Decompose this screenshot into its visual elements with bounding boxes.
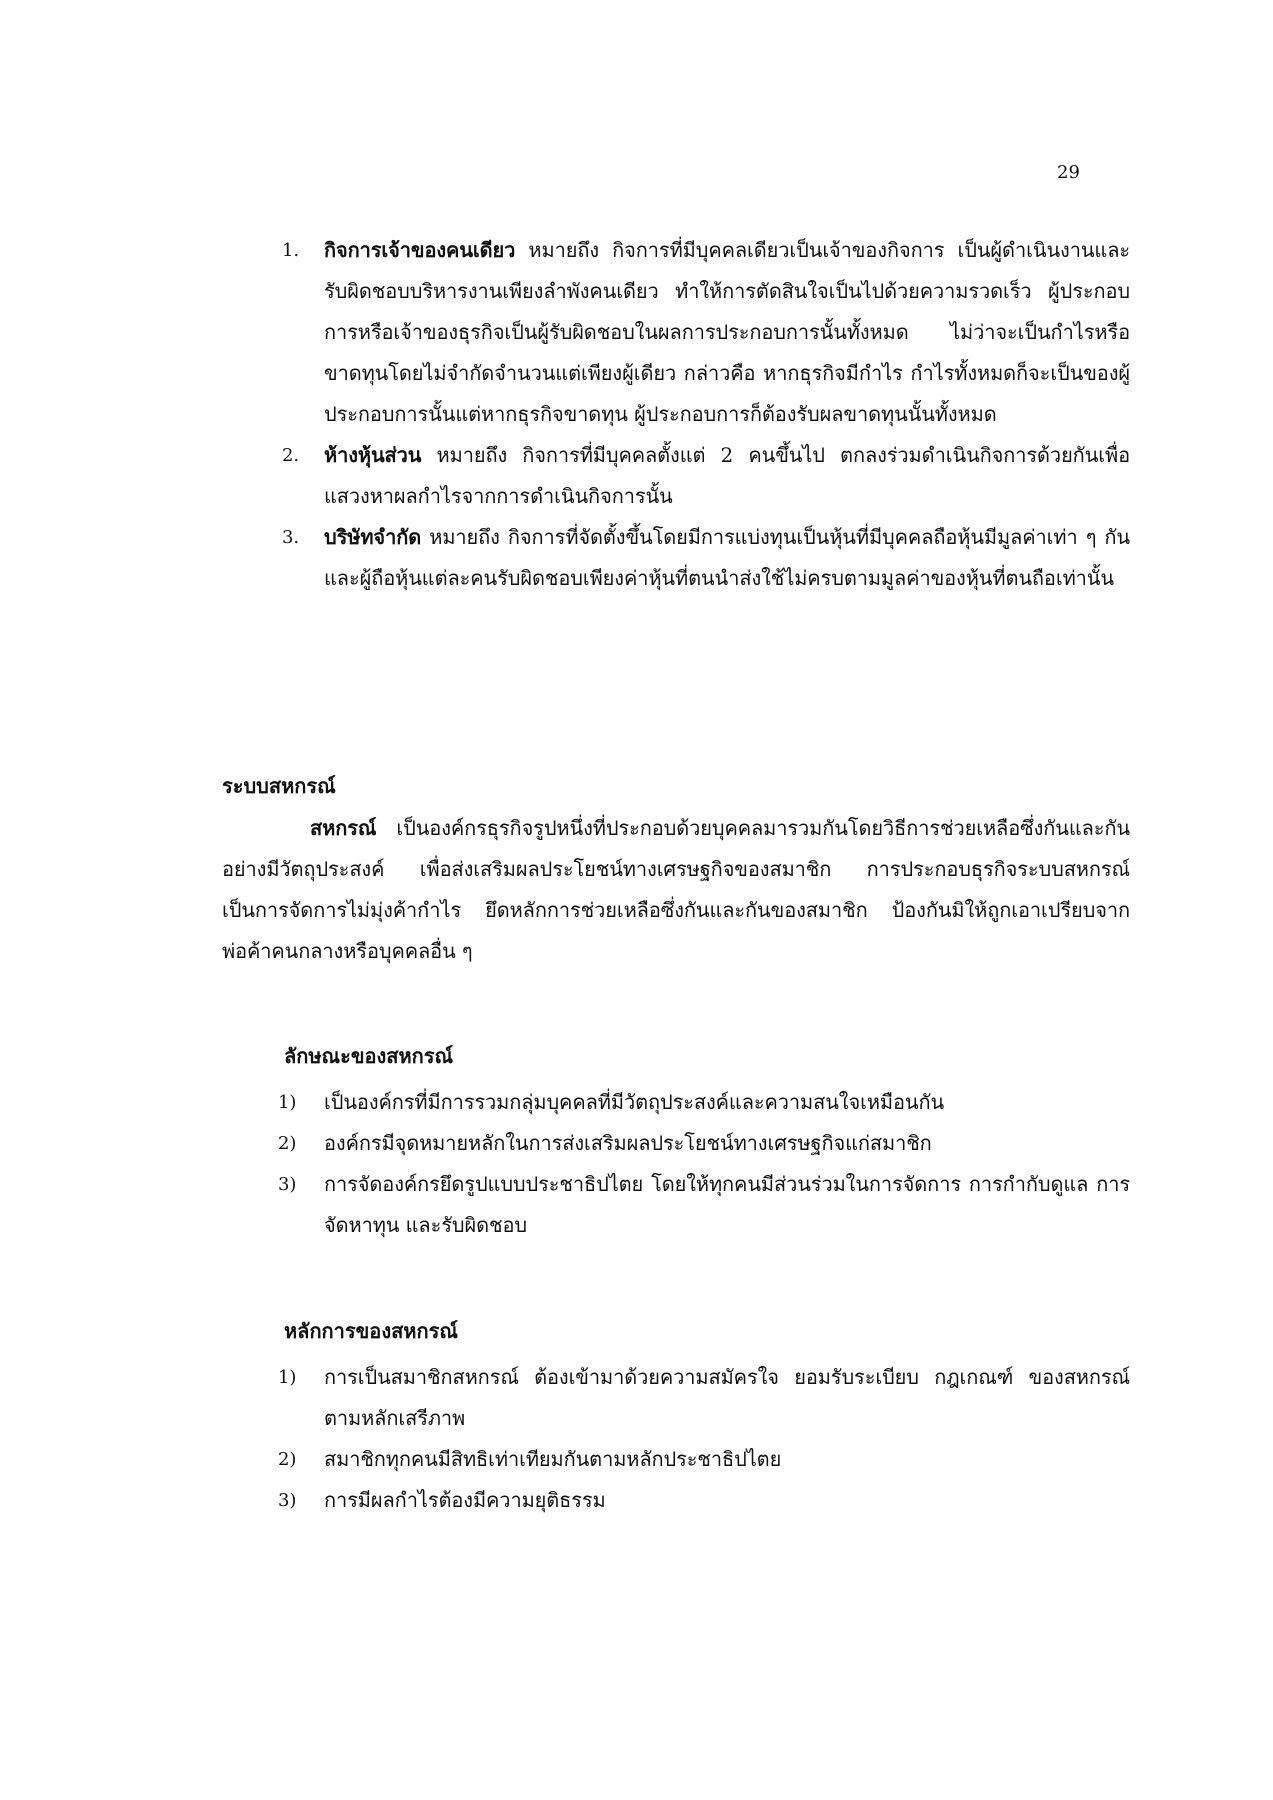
list-item <box>278 1082 1130 1123</box>
page-number: 29 <box>1057 162 1080 183</box>
item-number: 3. <box>282 527 299 548</box>
item-text: หมายถึง กิจการที่จัดตั้งขึ้นโดยมีการแบ่งทุนเป็นหุ้นที่มีบุคคลถือหุ้นมีมูลค่าเท่า ๆ กัน และผู้ถือหุ้นแต่ละคนรับผิดชอบเพียงค่าหุ้นที่ตนนำส่งใช้ไม่ครบตามมูลค่าของหุ้นที่ตนถือเท่านั้น <box>324 525 1130 590</box>
paragraph-term: สหกรณ์ <box>310 816 377 840</box>
item-text: องค์กรมีจุดหมายหลักในการส่งเสริมผลประโยชน์ทางเศรษฐกิจแก่สมาชิก <box>324 1131 932 1155</box>
item-number: 1. <box>282 240 299 261</box>
list-item <box>278 1123 1130 1164</box>
item-text: หมายถึง กิจการที่มีบุคคลเดียวเป็นเจ้าของกิจการ เป็นผู้ดำเนินงานและรับผิดชอบบริหารงานเพียงลำพังคนเดียว ทำให้การตัดสินใจเป็นไปด้วยความรวดเร็ว ผู้ประกอบการหรือเจ้าของธุรกิจเป็นผู้รับผิดชอบในผลการประกอบการนั้นทั้งหมด ไม่ว่าจะเป็นกำไรหรือขาดทุนโดยไม่จำกัดจำนวนแต่เพียงผู้เดียว กล่าวคือ หากธุรกิจมีกำไร กำไรทั้งหมดก็จะเป็นของผู้ประกอบการนั้นแต่หากธุรกิจขาดทุน ผู้ประกอบการก็ต้องรับผลขาดทุนนั้นทั้งหมด <box>324 238 1130 426</box>
item-text: สมาชิกทุกคนมีสิทธิเท่าเทียมกันตามหลักประชาธิปไตย <box>324 1447 782 1471</box>
item-term: ห้างหุ้นส่วน <box>324 443 422 467</box>
item-text: การจัดองค์กรยึดรูปแบบประชาธิปไตย โดยให้ทุกคนมีส่วนร่วมในการจัดการ การกำกับดูแล การจัดหาทุน และรับผิดชอบ <box>324 1172 1130 1237</box>
section-heading-cooperative: ระบบสหกรณ์ <box>222 774 336 798</box>
item-number: 1) <box>278 1367 297 1388</box>
list-item <box>282 517 1130 599</box>
item-term: กิจการเจ้าของคนเดียว <box>324 238 516 262</box>
item-number: 2) <box>278 1449 297 1470</box>
list-item <box>282 435 1130 517</box>
characteristics-list <box>278 1082 1130 1246</box>
list-item <box>278 1439 1130 1480</box>
item-text: การเป็นสมาชิกสหกรณ์ ต้องเข้ามาด้วยความสมัครใจ ยอมรับระเบียบ กฎเกณฑ์ ของสหกรณ์ตามหลักเสรีภาพ <box>324 1365 1130 1430</box>
business-types-list <box>282 230 1130 599</box>
item-number: 1) <box>278 1092 297 1113</box>
item-number: 3) <box>278 1490 297 1511</box>
list-item <box>278 1480 1130 1521</box>
list-item <box>278 1164 1130 1246</box>
paragraph-text: เป็นองค์กรธุรกิจรูปหนึ่งที่ประกอบด้วยบุคคลมารวมกันโดยวิธีการช่วยเหลือซึ่งกันและกันอย่างมีวัตถุประสงค์ เพื่อส่งเสริมผลประโยชน์ทางเศรษฐกิจของสมาชิก การประกอบธุรกิจระบบสหกรณ์เป็นการจัดการไม่มุ่งค้ากำไร ยึดหลักการช่วยเหลือซึ่งกันและกันของสมาชิก ป้องกันมิให้ถูกเอาเปรียบจากพ่อค้าคนกลางหรือบุคคลอื่น ๆ <box>222 816 1130 963</box>
section-heading-principles: หลักการของสหกรณ์ <box>284 1319 458 1343</box>
principles-list <box>278 1357 1130 1521</box>
item-number: 2. <box>282 445 299 466</box>
cooperative-paragraph <box>222 808 1130 972</box>
item-number: 3) <box>278 1174 297 1195</box>
list-item <box>278 1357 1130 1439</box>
item-text: เป็นองค์กรที่มีการรวมกลุ่มบุคคลที่มีวัตถุประสงค์และความสนใจเหมือนกัน <box>324 1090 945 1114</box>
item-term: บริษัทจำกัด <box>324 525 422 549</box>
list-item <box>282 230 1130 435</box>
section-heading-characteristics: ลักษณะของสหกรณ์ <box>284 1044 454 1068</box>
item-text: การมีผลกำไรต้องมีความยุติธรรม <box>324 1488 606 1512</box>
item-number: 2) <box>278 1133 297 1154</box>
item-text: หมายถึง กิจการที่มีบุคคลตั้งแต่ 2 คนขึ้นไป ตกลงร่วมดำเนินกิจการด้วยกันเพื่อแสวงหาผลกำไรจากการดำเนินกิจการนั้น <box>324 443 1130 508</box>
